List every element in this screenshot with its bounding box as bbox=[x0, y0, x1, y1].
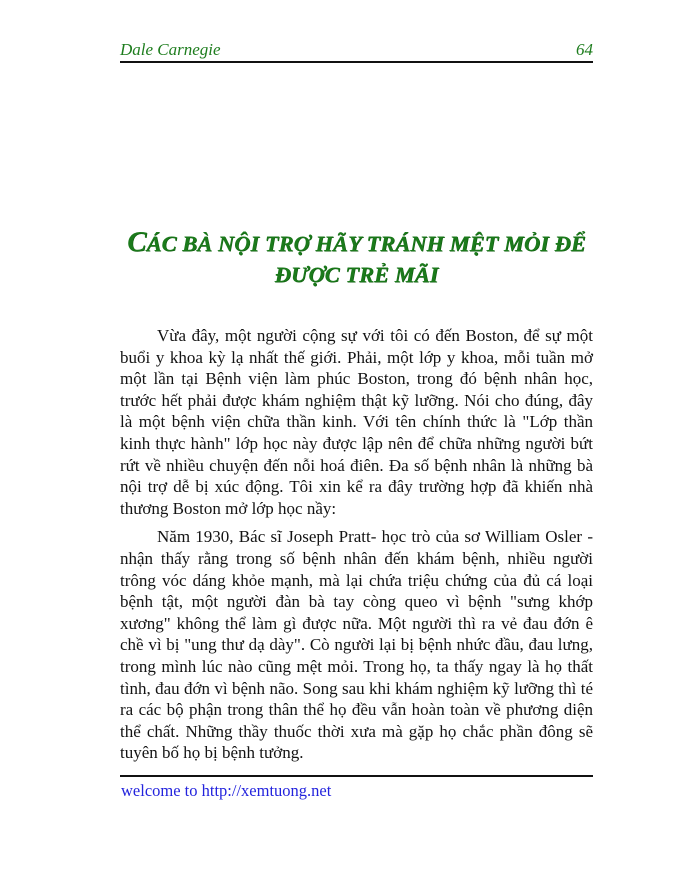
footer-site-link[interactable]: welcome to http://xemtuong.net bbox=[121, 781, 332, 800]
page-footer bbox=[121, 781, 594, 801]
chapter-title: CÁC BÀ NỘI TRỢ HÃY TRÁNH MỆT MỎI ĐỂ ĐƯỢC TRẺ MÃI bbox=[127, 226, 586, 287]
paragraph: Vừa đây, một người cộng sự với tôi có đến Boston, để sự một buổi y khoa kỳ lạ nhất thế giới. Phải, một lớp y khoa, mỗi tuần mở một lần tại Bệnh viện làm phúc Boston, trong đó bệnh nhân học, trước hết phải được khám nghiệm thật kỹ lưỡng. Nói cho đúng, đây là một bệnh viện chữa thần kinh. Với tên chính thức là "Lớp thần kinh thực hành" lớp học này được lập nên để chữa những người bứt rứt về nhiều chuyện đến nỗi hoá điên. Đa số bệnh nhân là những bà nội trợ dễ bị xúc động. Tôi xin kể ra đây trường hợp đã khiến nhà thương Boston mở lớp học nầy: bbox=[120, 326, 593, 518]
body-text bbox=[120, 325, 593, 771]
footer-divider bbox=[120, 775, 593, 777]
page-header bbox=[120, 38, 593, 60]
header-page-number: 64 bbox=[576, 40, 593, 59]
paragraph: Năm 1930, Bác sĩ Joseph Pratt- học trò của sơ William Osler - nhận thấy rằng trong số bệnh nhân đến khám bệnh, nhiều người trông vóc dáng khỏe mạnh, mà lại chứa triệu chứng của đủ cá loại bệnh tật, một người đàn bà tay còng queo vì bệnh "sưng khớp xương" không thể làm gì được nữa. Một người thì ra vẻ đau đớn ê chề vì bị "ung thư dạ dày". Cò người lại bị bệnh nhức đầu, đau lưng, trong mình lúc nào cũng mệt mỏi. Trong họ, ta thấy ngay là họ thất tình, đau đớn vì bệnh não. Song sau khi khám nghiệm kỹ lưỡng thì té ra các bộ phận trong thân thể họ đều vẫn hoàn toàn về phương diện thể chất. Những thầy thuốc thời xưa mà gặp họ chắc phần đông sẽ tuyên bố họ bị bệnh tưởng. bbox=[120, 527, 593, 763]
header-author: Dale Carnegie bbox=[120, 40, 221, 59]
header-divider bbox=[120, 61, 593, 63]
